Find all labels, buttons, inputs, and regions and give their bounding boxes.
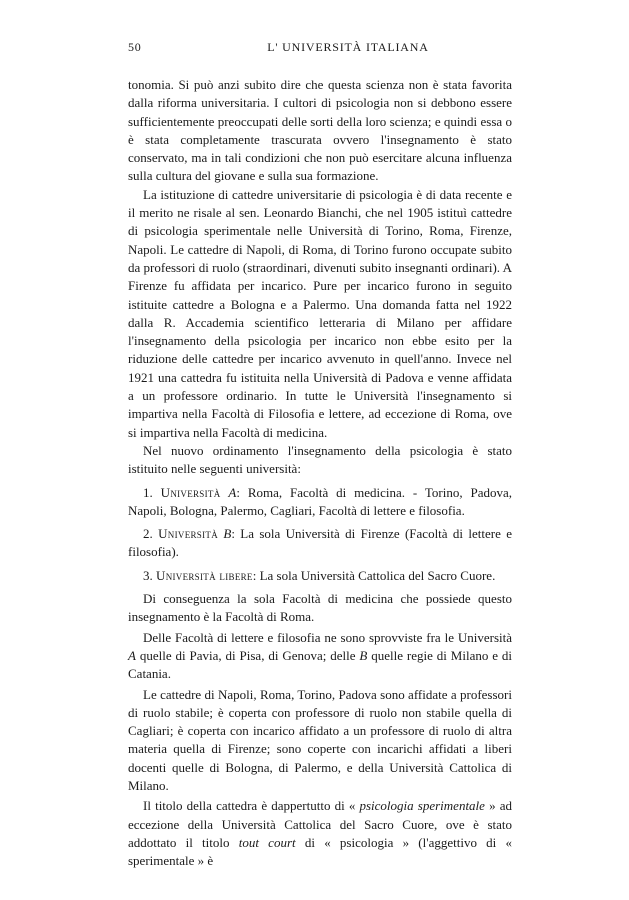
list-item: 2. Università B: La sola Università di Firenze (Facoltà di lettere e filosofia).	[128, 526, 512, 560]
paragraph-3: Nel nuovo ordinamento l'insegnamento della psicologia è stato istituito nelle seguenti università:	[128, 442, 512, 477]
paragraph-1: tonomia. Si può anzi subito dire che questa scienza non è stata favorita dalla riforma universitaria. I cultori di psicologia non si debbono essere sufficientemente preoccupati delle sorti della loro scienza; e quindi essa o è stata completamente trascurata ovvero l'insegnamento è stato conservato, ma in tali condizioni che non può esercitare alcuna influenza sulla cultura del giovane e sulla sua formazione.	[128, 77, 512, 184]
cattedra-title: psicologia sperimentale	[359, 798, 485, 814]
list-item-letter: B	[223, 526, 232, 542]
list-item-label: Università	[160, 484, 221, 500]
list-item-label: Università libere	[156, 567, 253, 583]
list-item: 1. Università A: Roma, Facoltà di medicina. - Torino, Padova, Napoli, Bologna, Palermo, Cagliari, Facoltà di lettere e filosofia.	[128, 484, 512, 518]
body-text	[128, 76, 512, 870]
paragraph-6: Le cattedre di Napoli, Roma, Torino, Padova sono affidate a professori di ruolo stabile; è coperta con professore di ruolo non stabile quella di Cagliari; è coperta con incarico affidato a un professore di ruolo di altra materia quella di Firenze; sono coperte con incarichi affidati a liberi docenti quelle di Bologna, di Palermo, e della Università Cattolica di Milano.	[128, 686, 512, 793]
paragraph-5: Delle Facoltà di lettere e filosofia ne sono sprovviste fra le Università A quelle di Pavia, di Pisa, di Genova; delle B quelle regie di Milano e di Catania.	[128, 629, 512, 682]
paragraph-2: La istituzione di cattedre universitarie di psicologia è di data recente e il merito ne risale al sen. Leonardo Bianchi, che nel 1905 istituì cattedre di psicologia sperimentale nelle Università di Torino, Roma, Firenze, Napoli. Le cattedre di Napoli, di Roma, di Torino furono occupate subito da professori di ruolo (straordinari, divenuti subito insegnanti ordinari). A Firenze fu affidata per incarico. Pure per incarico furono in seguito istituite cattedre a Bologna e a Palermo. Una domanda fatta nel 1922 dalla R. Accademia scientifico letteraria di Milano per affidare l'insegnamento della psicologia per incarico non ebbe esito per la riduzione delle cattedre per incarico avvenuto in quell'anno. Invece nel 1921 una cattedra fu istituita nella Università di Padova e venne affidata a un professore ordinario. In tutte le Università l'insegnamento si impartiva nella Facoltà di Filosofia e lettere, ad eccezione di Roma, ove si impartiva nella Facoltà di medicina.	[128, 186, 512, 440]
list-item-letter: A	[228, 484, 237, 500]
paragraph-4: Di conseguenza la sola Facoltà di medicina che possiede questo insegnamento è la Facoltà di Roma.	[128, 591, 512, 625]
paragraph-7: Il titolo della cattedra è dappertutto di « psicologia sperimentale » ad eccezione della Università Cattolica del Sacro Cuore, ove è stato addottato il titolo tout court di « psicologia » (l'aggettivo di « sperimentale » è	[128, 798, 513, 869]
list-item-label: Università	[158, 526, 218, 542]
list-item: 3. Università libere: La sola Università Cattolica del Sacro Cuore.	[143, 567, 496, 583]
page-number: 50	[128, 40, 142, 54]
running-title: L' UNIVERSITÀ ITALIANA	[267, 40, 429, 54]
